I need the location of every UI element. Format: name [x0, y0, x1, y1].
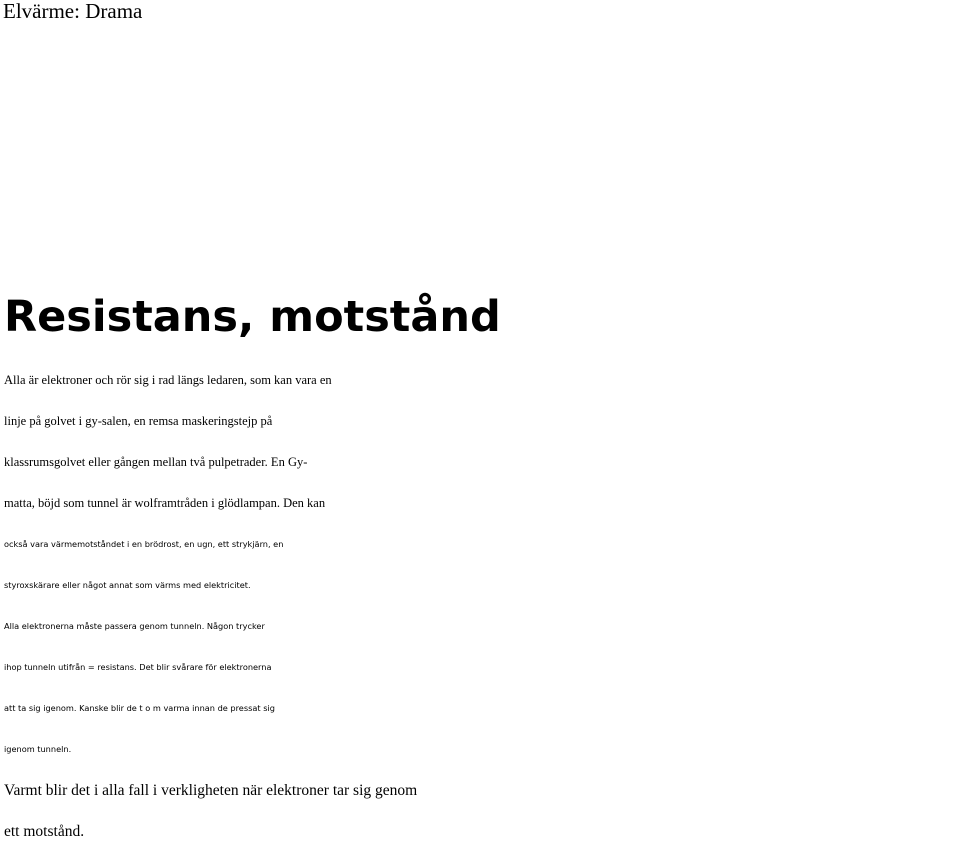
body-line: matta, böjd som tunnel är wolframtråden i glödlampan. Den kan	[4, 496, 326, 510]
body-line: Alla elektronerna måste passera genom tunneln. Någon trycker	[4, 621, 265, 631]
body-line: igenom tunneln.	[4, 744, 72, 754]
body-line: Varmt blir det i alla fall i verkligheten när elektroner tar sig genom	[4, 782, 418, 799]
body-line: också vara värmemotståndet i en brödrost, en ugn, ett strykjärn, en	[4, 539, 284, 549]
body-line: att ta sig igenom. Kanske blir de t o m varma innan de pressat sig	[4, 703, 275, 713]
body-line: styroxskärare eller något annat som värms med elektricitet.	[4, 580, 251, 590]
body-text	[4, 360, 959, 852]
section-heading: Resistans, motstånd	[4, 292, 501, 342]
running-header: Elvärme: Drama	[3, 0, 143, 23]
body-line: ett motstånd.	[4, 823, 85, 840]
body-line: linje på golvet i gy-salen, en remsa maskeringstejp på	[4, 414, 273, 428]
body-line: Alla är elektroner och rör sig i rad längs ledaren, som kan vara en	[4, 373, 332, 387]
body-line: klassrumsgolvet eller gången mellan två pulpetrader. En Gy-	[4, 455, 308, 469]
body-line: ihop tunneln utifrån = resistans. Det blir svårare för elektronerna	[4, 662, 272, 672]
